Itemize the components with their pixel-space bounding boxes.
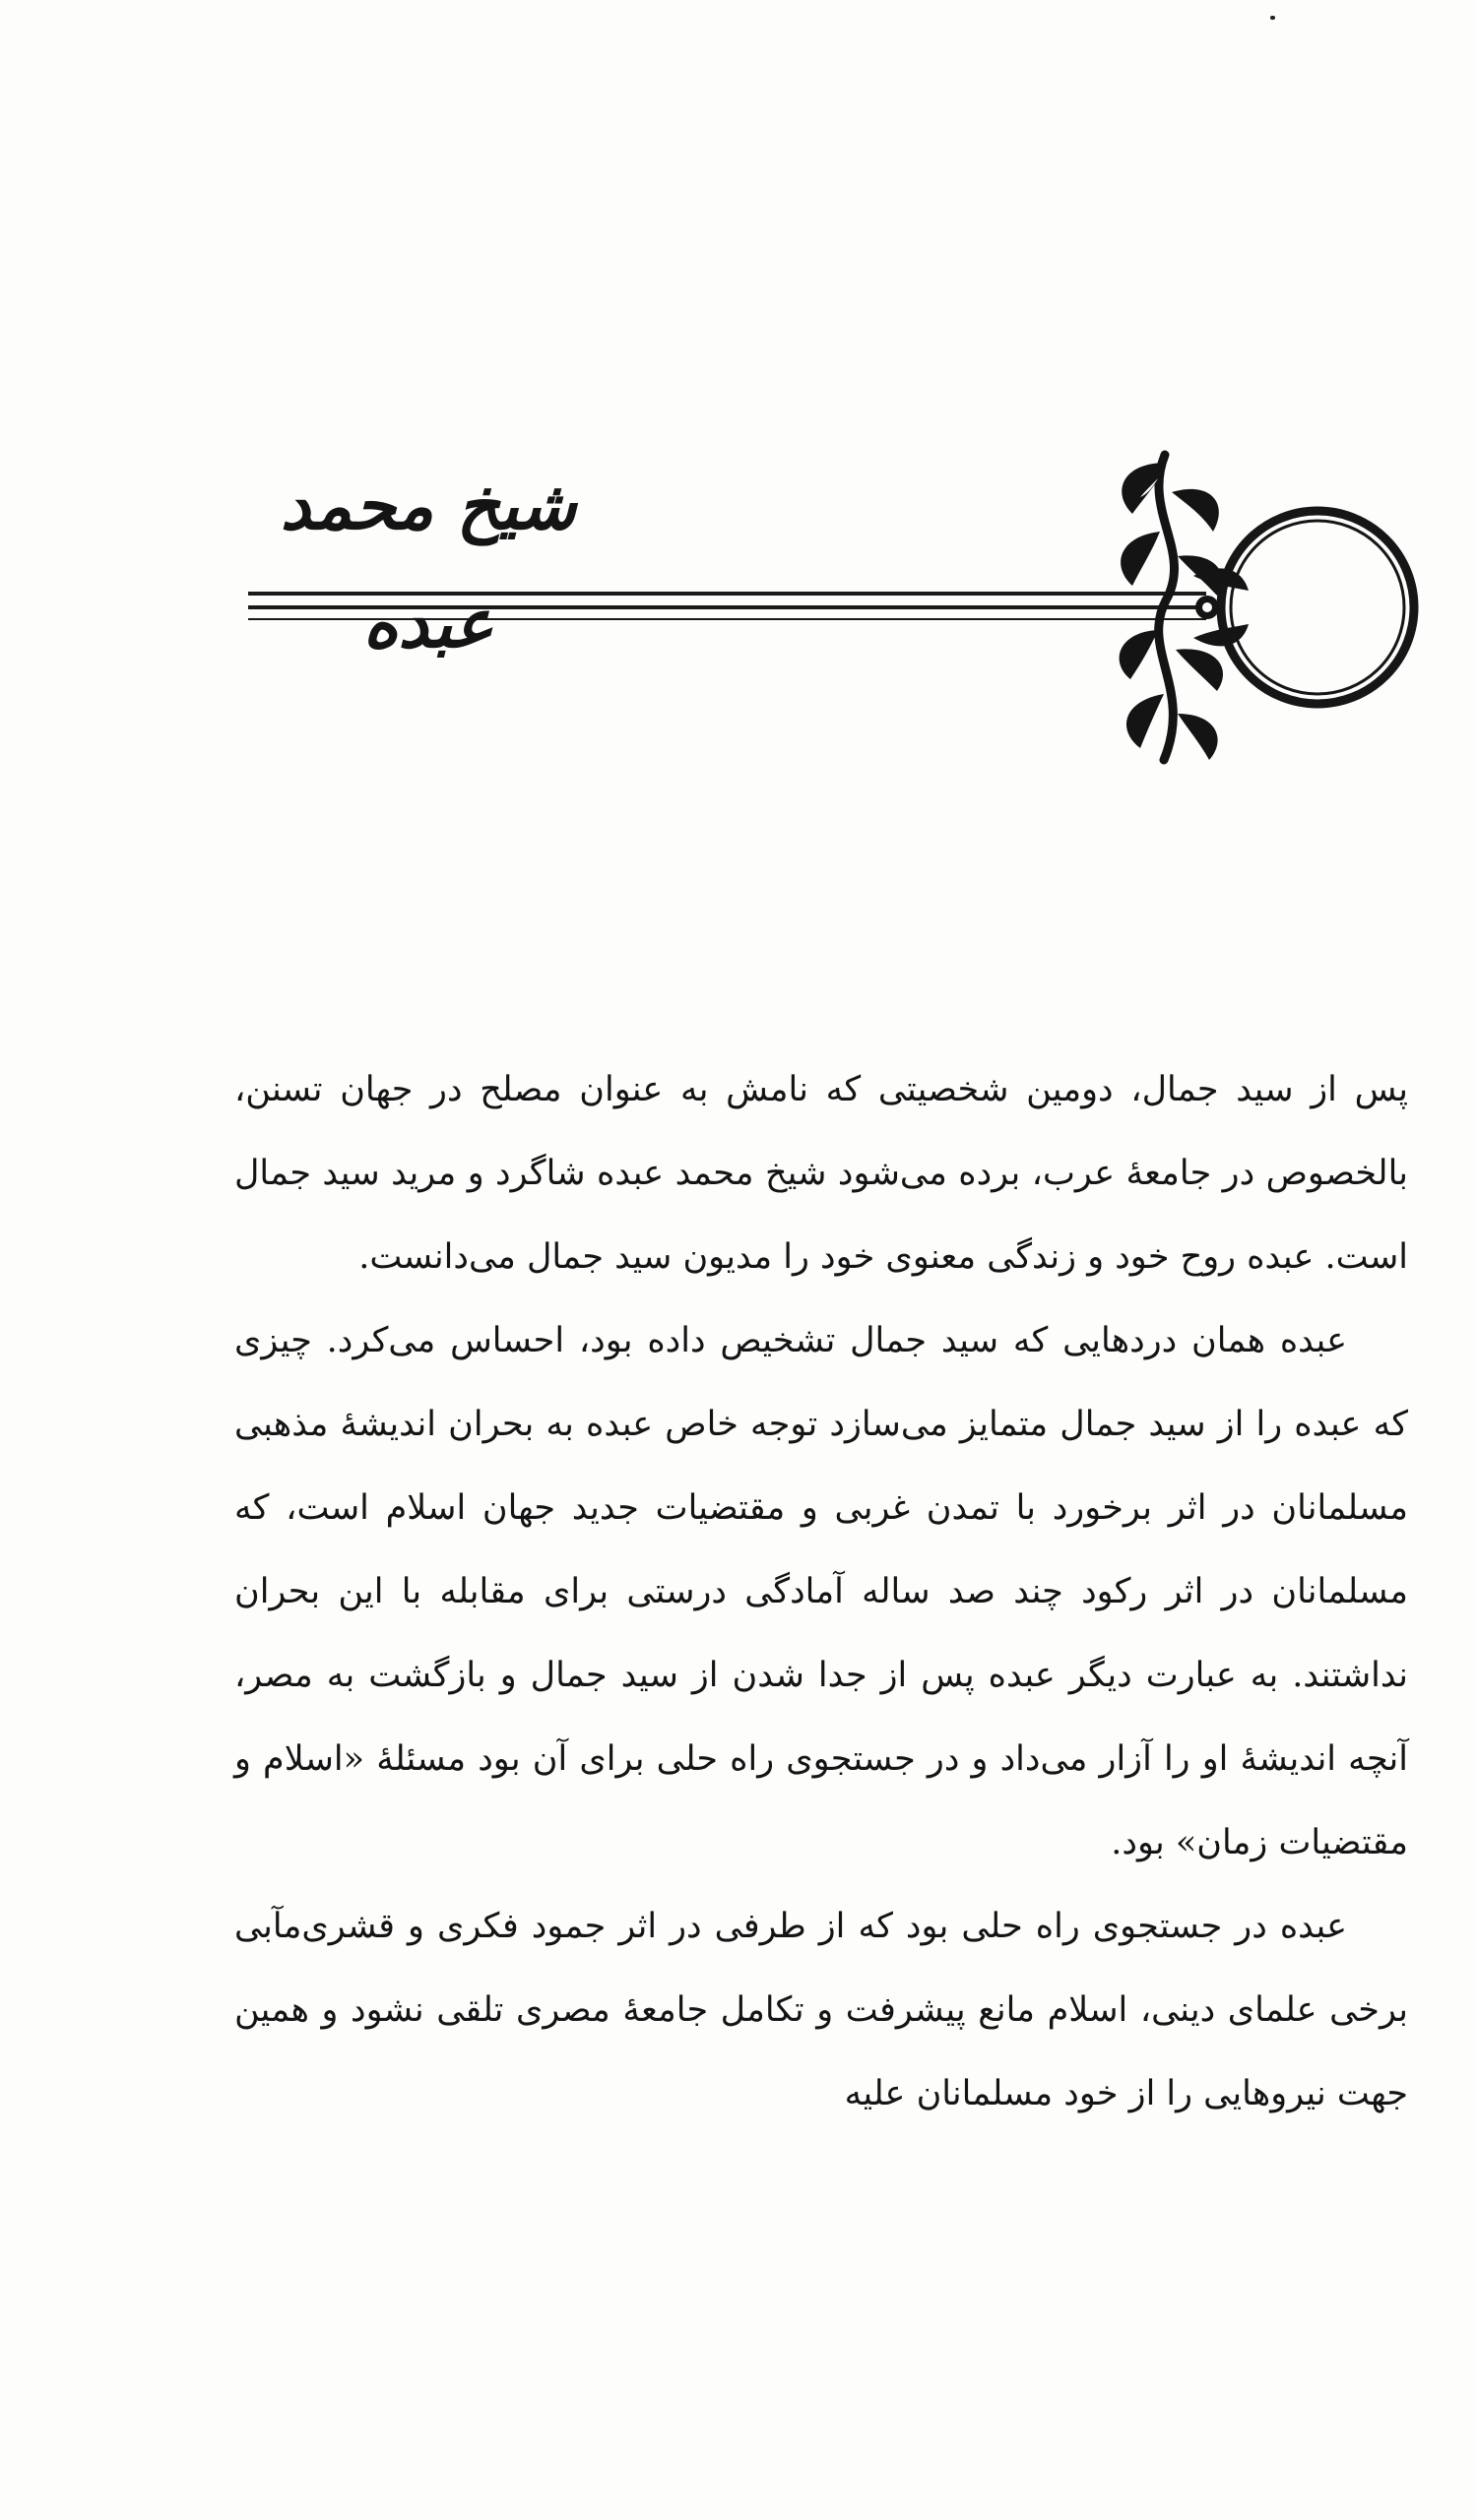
body-text [234, 1048, 1408, 2136]
paragraph: پس از سید جمال، دومین شخصیتی که نامش به عنوان مصلح در جهان تسنن، بالخصوص در جامعهٔ عرب، برده می‌شود شیخ محمد عبده شاگرد و مرید سید جمال است. عبده روح خود و زندگی معنوی خود را مدیون سید جمال می‌دانست. [234, 1070, 1408, 1277]
paragraph: عبده همان دردهایی که سید جمال تشخیص داده بود، احساس می‌کرد. چیزی که عبده را از سید جمال متمایز می‌سازد توجه خاص عبده به بحران اندیشهٔ مذهبی مسلمانان در اثر برخورد با تمدن غربی و مقتضیات جدید جهان اسلام است، که مسلمانان در اثر رکود چند صد ساله آمادگی درستی برای مقابله با این بحران نداشتند. به عبارت دیگر عبده پس از جدا شدن از سید جمال و بازگشت به مصر، آنچه اندیشهٔ او را آزار می‌داد و در جستجوی راه حلی برای آن بود مسئلهٔ «اسلام و مقتضیات زمان» بود. [234, 1321, 1408, 1862]
chapter-heading-ornament [0, 0, 1477, 807]
paragraph: عبده در جستجوی راه حلی بود که از طرفی در اثر جمود فکری و قشری‌مآبی برخی علمای دینی، اسلام مانع پیشرفت و تکامل جامعهٔ مصری تلقی نشود و همین جهت نیروهایی را از خود مسلمانان علیه [234, 1907, 1408, 2113]
chapter-title: شیخ محمد عبده [280, 468, 577, 663]
